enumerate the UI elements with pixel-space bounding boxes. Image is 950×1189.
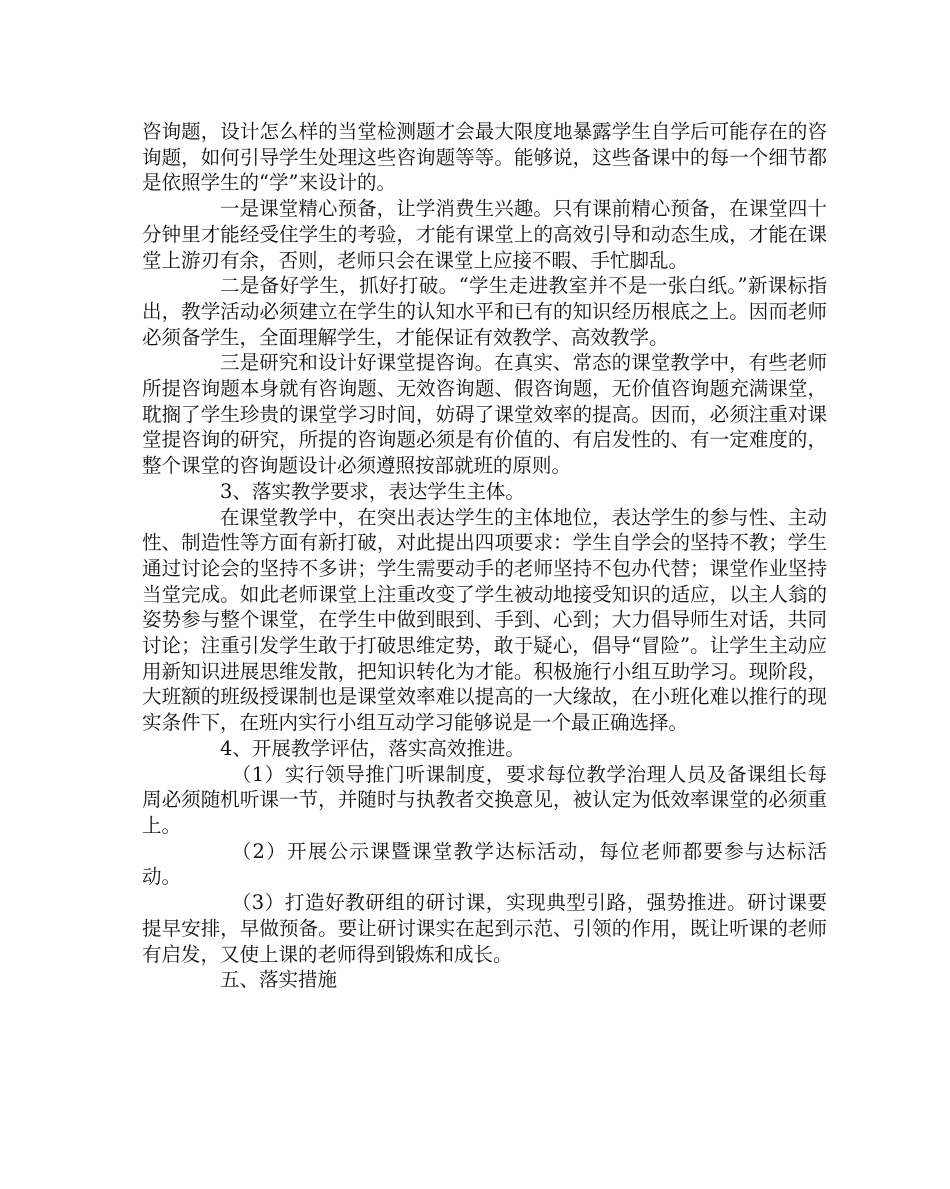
paragraph-4: 三是研究和设计好课堂提咨询。在真实、常态的课堂教学中，有些老师所提咨询题本身就有咨询题、无效咨询题、假咨询题，无价值咨询题充满课堂，耽搁了学生珍贵的课堂学习时间，妨碍了课堂效率的提高。因而，必须注重对课堂提咨询的研究，所提的咨询题必须是有价值的、有启发性的、有一定难度的，整个课堂的咨询题设计必须遵照按部就班的原则。 [142,351,827,478]
section-heading-5: 五、落实措施 [220,968,338,992]
section-heading-3: 3、落实教学要求，表达学生主体。 [220,479,525,503]
document-body [142,119,827,993]
list-item-2: （2）开展公示课暨课堂教学达标活动，每位老师都要参与达标活动。 [142,839,827,889]
paragraph-5: 在课堂教学中，在突出表达学生的主体地位，表达学生的参与性、主动性、制造性等方面有新打破，对此提出四项要求：学生自学会的坚持不教；学生通过讨论会的坚持不多讲；学生需要动手的老师坚持不包办代替；课堂作业坚持当堂完成。如此老师课堂上注重改变了学生被动地接受知识的适应，以主人翁的姿势参与整个课堂，在学生中做到眼到、手到、心到；大力倡导师生对话，共同讨论；注重引发学生敢于打破思维定势，敢于疑心，倡导“冒险”。让学生主动应用新知识进展思维发散，把知识转化为才能。积极施行小组互助学习。现阶段，大班额的班级授课制也是课堂效率难以提高的一大缘故，在小班化难以推行的现实条件下，在班内实行小组互动学习能够说是一个最正确选择。 [142,505,827,735]
section-heading-4: 4、开展教学评估，落实高效推进。 [220,736,525,760]
list-item-1: （1）实行领导推门听课制度，要求每位教学治理人员及备课组长每周必须随机听课一节，并随时与执教者交换意见，被认定为低效率课堂的必须重上。 [142,762,827,837]
paragraph-3: 二是备好学生，抓好打破。“学生走进教室并不是一张白纸。”新课标指出，教学活动必须建立在学生的认知水平和已有的知识经历根底之上。因而老师必须备学生，全面理解学生，才能保证有效教学、高效教学。 [142,274,827,349]
list-item-3: （3）打造好教研组的研讨课，实现典型引路，强势推进。研讨课要提早安排，早做预备。要让研讨课实在起到示范、引领的作用，既让听课的老师有启发，又使上课的老师得到锻炼和成长。 [142,891,827,966]
paragraph-2: 一是课堂精心预备，让学消费生兴趣。只有课前精心预备，在课堂四十分钟里才能经受住学生的考验，才能有课堂上的高效引导和动态生成，才能在课堂上游刃有余，否则，老师只会在课堂上应接不暇、手忙脚乱。 [142,197,827,272]
paragraph-1: 咨询题，设计怎么样的当堂检测题才会最大限度地暴露学生自学后可能存在的咨询题，如何引导学生处理这些咨询题等等。能够说，这些备课中的每一个细节都是依照学生的“学”来设计的。 [142,120,827,195]
